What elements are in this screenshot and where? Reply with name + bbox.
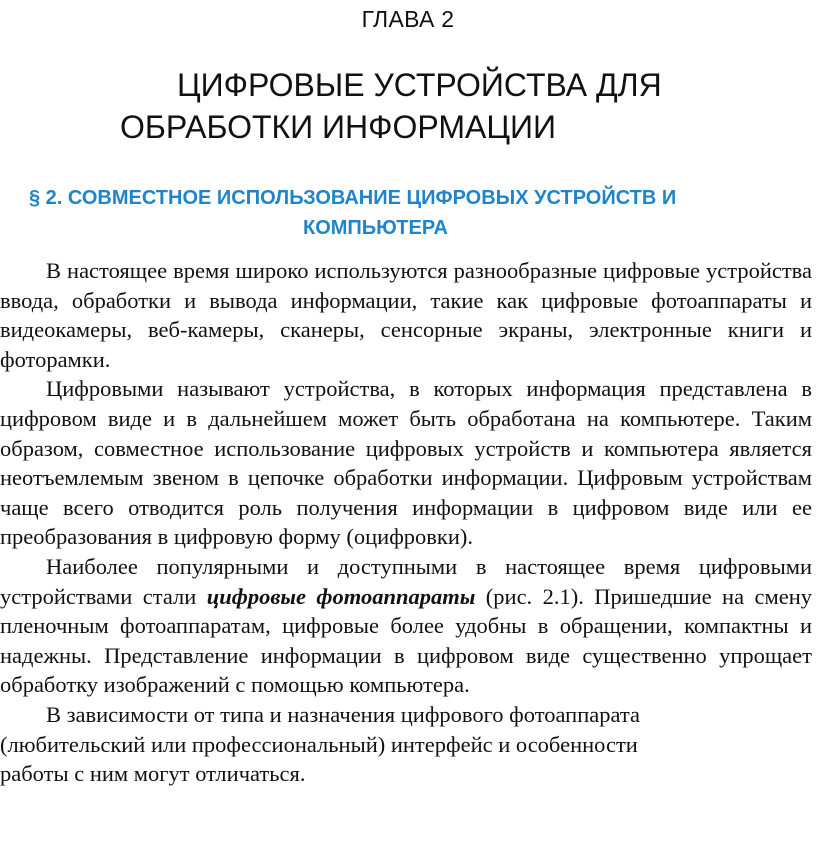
paragraph-interface-line-3: работы с ним могут отличаться. bbox=[0, 761, 306, 787]
paragraph-cameras bbox=[0, 552, 812, 700]
paragraph-definition: Цифровыми называют устройства, в которых информация представлена в цифровом виде и в дальнейшем может быть обработана на компьютере. Таким образом, совместное использование цифровых устройств и компьютера является неотъемлемым звеном в цепочке обработки информации. Цифровым устройствам чаще всего отводится роль получения информации в цифровом виде или ее преобразования в цифровую форму (оцифровки). bbox=[0, 376, 812, 550]
emphasized-term: цифровые фотоаппараты bbox=[206, 583, 476, 609]
paragraph-interface bbox=[0, 700, 812, 789]
paragraph-interface-line-1: В зависимости от типа и назначения цифрового фотоаппарата bbox=[46, 701, 640, 727]
section-heading-line-2: КОМПЬЮТЕРА bbox=[303, 217, 448, 239]
chapter-title-line-2: ОБРАБОТКИ ИНФОРМАЦИИ bbox=[120, 109, 557, 145]
paragraph-cameras-rest: (рис. 2.1). Пришедшие на смену пленочным фотоаппаратам, цифровые более удобны в обращении, компактны и надежны. Представление информации в цифровом виде существенно упрощает обработку изображений с помощью компьютера. bbox=[0, 583, 812, 698]
section-heading bbox=[0, 183, 816, 243]
chapter-title bbox=[120, 64, 760, 148]
section-heading-line-1: § 2. СОВМЕСТНОЕ ИСПОЛЬЗОВАНИЕ ЦИФРОВЫХ УСТРОЙСТВ И bbox=[29, 187, 677, 209]
chapter-title-line-1: ЦИФРОВЫЕ УСТРОЙСТВА ДЛЯ bbox=[177, 67, 662, 103]
chapter-label: ГЛАВА 2 bbox=[361, 6, 455, 32]
body-text bbox=[0, 256, 812, 789]
paragraph-interface-line-2: (любительский или профессиональный) интерфейс и особенности bbox=[0, 731, 638, 757]
paragraph-intro: В настоящее время широко используются разнообразные цифровые устройства ввода, обработки и вывода информации, такие как цифровые фотоаппараты и видеокамеры, веб-камеры, сканеры, сенсорные экраны, электронные книги и фоторамки. bbox=[0, 258, 812, 372]
paragraph-cameras-lead: Наиболее популярными и доступными в настоящее время цифровыми устройствами стали bbox=[0, 553, 812, 609]
